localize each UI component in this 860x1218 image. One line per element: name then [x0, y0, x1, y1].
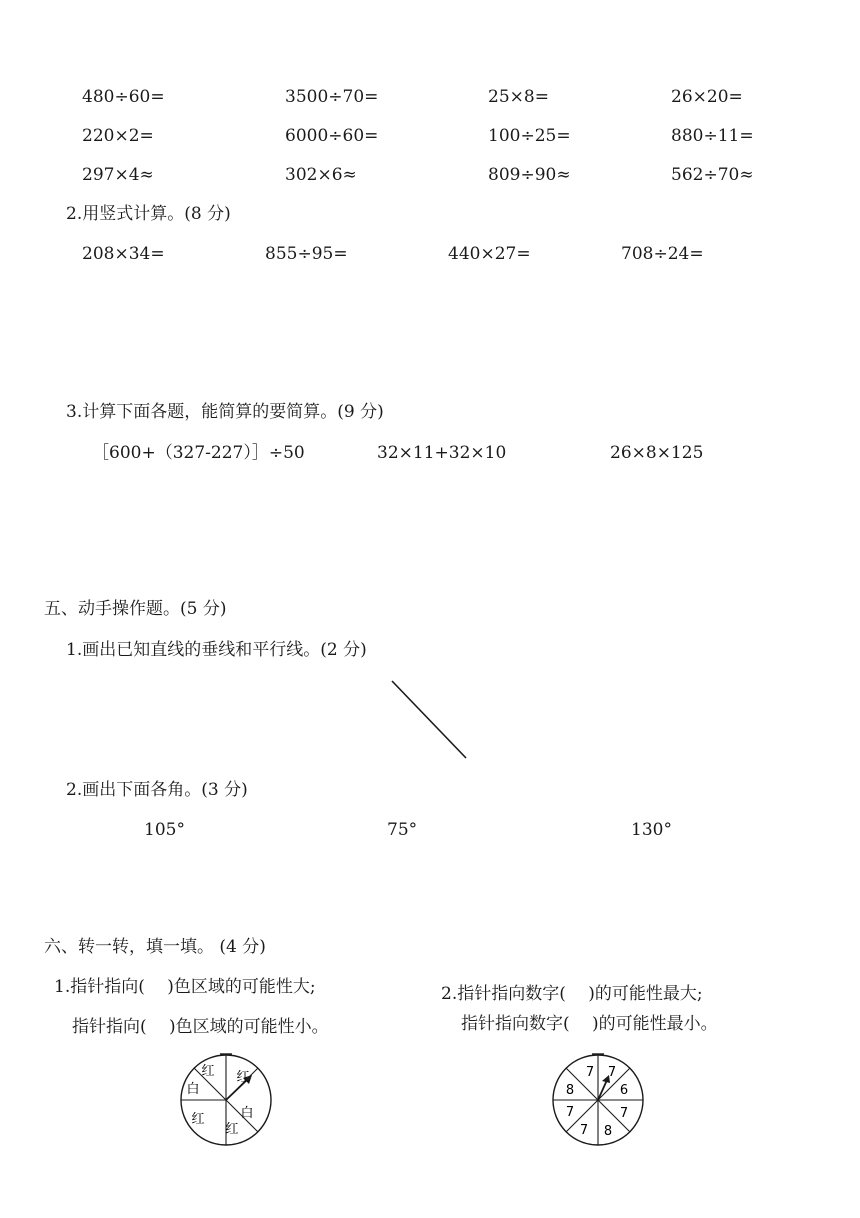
spinner-label: 红 — [201, 1064, 215, 1079]
spinner-label: 白 — [240, 1106, 254, 1121]
angle-label: 105° — [144, 820, 185, 840]
vertical-calc-item: 708÷24= — [621, 244, 704, 264]
vertical-calc-item: 855÷95= — [265, 244, 348, 264]
spinner-color — [170, 1050, 280, 1150]
spinner-label: 7 — [619, 1106, 629, 1121]
spinner-label: 白 — [186, 1082, 200, 1097]
calc-item: 26×20= — [671, 87, 743, 107]
calc-item: 880÷11= — [671, 126, 754, 146]
spinner-label: 8 — [603, 1124, 613, 1139]
section-5-question-1: 1.画出已知直线的垂线和平行线。(2 分) — [66, 640, 367, 660]
section-6-title: 六、转一转，填一填。 (4 分) — [44, 937, 266, 957]
calc-item: 3500÷70= — [285, 87, 379, 107]
spinner-label: 7 — [607, 1065, 617, 1080]
simplify-item: 26×8×125 — [610, 443, 704, 463]
spinner-label: 红 — [225, 1122, 239, 1137]
angle-label: 75° — [387, 820, 418, 840]
section-6-q2-line2: 指针指向数字( )的可能性最小。 — [461, 1014, 718, 1034]
section-6-q1-line1: 1.指针指向( )色区域的可能性大; — [54, 977, 316, 997]
vertical-calc-item: 208×34= — [82, 244, 165, 264]
calc-item: 562÷70≈ — [671, 165, 754, 185]
section-5-question-2: 2.画出下面各角。(3 分) — [66, 780, 248, 800]
calc-item: 302×6≈ — [285, 165, 357, 185]
section-6-q1-line2: 指针指向( )色区域的可能性小。 — [72, 1017, 329, 1037]
spinner-label: 7 — [585, 1065, 595, 1080]
calc-item: 100÷25= — [488, 126, 571, 146]
question-2-title: 2.用竖式计算。(8 分) — [66, 204, 231, 224]
spinner-label: 6 — [619, 1083, 629, 1098]
section-6-q2-line1: 2.指针指向数字( )的可能性最大; — [441, 984, 703, 1004]
calc-item: 25×8= — [488, 87, 549, 107]
calc-item: 220×2= — [82, 126, 154, 146]
angle-label: 130° — [631, 820, 672, 840]
given-line — [380, 672, 480, 772]
spinner-label: 8 — [565, 1083, 575, 1098]
simplify-item: ［600+（327-227）］÷50 — [92, 443, 305, 463]
spinner-label: 红 — [236, 1070, 250, 1085]
simplify-item: 32×11+32×10 — [377, 443, 507, 463]
spinner-label: 7 — [579, 1123, 589, 1138]
vertical-calc-item: 440×27= — [448, 244, 531, 264]
section-5-title: 五、动手操作题。(5 分) — [44, 599, 227, 619]
calc-item: 297×4≈ — [82, 165, 154, 185]
question-3-title: 3.计算下面各题，能简算的要简算。(9 分) — [66, 402, 384, 422]
spinner-number — [548, 1050, 658, 1150]
spinner-label: 红 — [191, 1112, 205, 1127]
calc-item: 6000÷60= — [285, 126, 379, 146]
spinner-label: 7 — [565, 1105, 575, 1120]
calc-item: 480÷60= — [82, 87, 165, 107]
calc-item: 809÷90≈ — [488, 165, 571, 185]
